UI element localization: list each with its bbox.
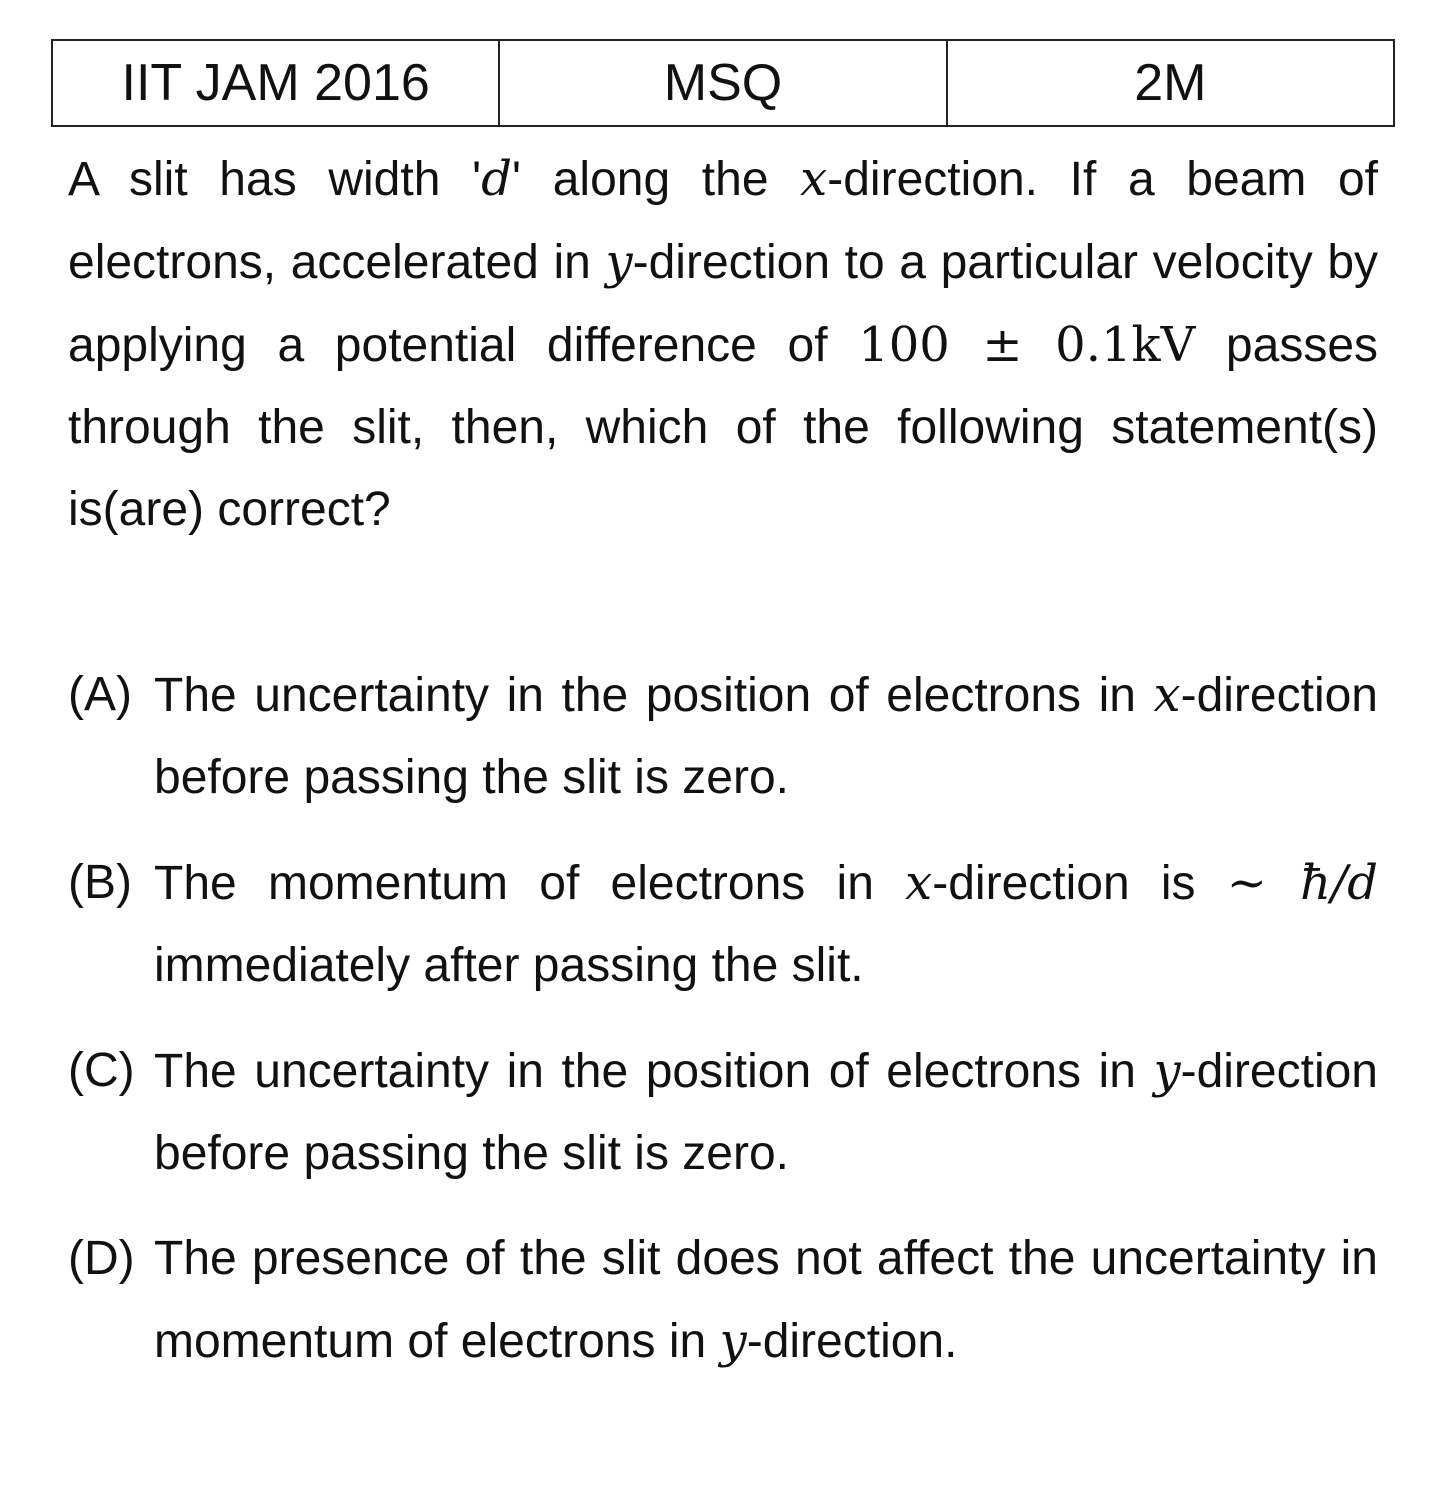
option-part: immediately after passing the slit.	[154, 939, 864, 992]
option-b[interactable]	[68, 842, 1378, 1007]
option-text	[154, 1218, 1378, 1383]
option-text	[154, 1030, 1378, 1195]
question-part: -direction. If a beam of electrons, accelerated in	[68, 153, 1379, 289]
exam-name-cell: IIT JAM 2016	[53, 41, 500, 125]
option-d[interactable]	[68, 1218, 1378, 1383]
math-variable-y: y	[1153, 1043, 1181, 1099]
option-part: The presence of the slit does not affect the uncertainty in momentum of electrons in	[154, 1232, 1378, 1368]
question-part: ' along the	[511, 153, 801, 206]
option-text	[154, 842, 1378, 1007]
math-variable-x: x	[1153, 667, 1181, 723]
option-part: The momentum of electrons in	[154, 857, 906, 910]
option-label: (D)	[68, 1232, 135, 1285]
option-part: The uncertainty in the position of electrons in	[154, 1045, 1154, 1098]
header-table	[51, 39, 1395, 127]
option-part: -direction before passing the slit is zero.	[154, 669, 1378, 804]
question-part: -direction to a particular velocity by applying a potential difference of	[68, 236, 1379, 372]
option-label: (A)	[68, 668, 132, 721]
option-label: (B)	[68, 856, 132, 909]
option-a[interactable]	[68, 654, 1378, 819]
option-part: -direction is	[932, 857, 1227, 910]
option-text	[154, 654, 1378, 819]
marks-cell: 2M	[1134, 54, 1207, 112]
math-variable-x: x	[905, 855, 933, 911]
math-variable-y: y	[605, 234, 633, 290]
math-variable-d: d	[481, 151, 512, 207]
question-part: passes through the slit, then, which of the following statement(s) is(are) correct?	[68, 319, 1379, 536]
question-text	[68, 138, 1378, 551]
option-part: The uncertainty in the position of electrons in	[154, 669, 1154, 722]
math-voltage: 100 ± 0.1kV	[858, 317, 1196, 373]
question-type-cell: MSQ	[500, 41, 947, 125]
question-part: A slit has width '	[68, 153, 482, 206]
math-hbar-over-d: ~ ħ/d	[1226, 855, 1378, 911]
option-part: -direction before passing the slit is zero.	[154, 1045, 1378, 1180]
option-label: (C)	[68, 1044, 135, 1097]
option-part: -direction.	[746, 1315, 958, 1368]
option-c[interactable]	[68, 1030, 1378, 1195]
math-variable-y: y	[719, 1313, 747, 1369]
math-variable-x: x	[800, 151, 828, 207]
